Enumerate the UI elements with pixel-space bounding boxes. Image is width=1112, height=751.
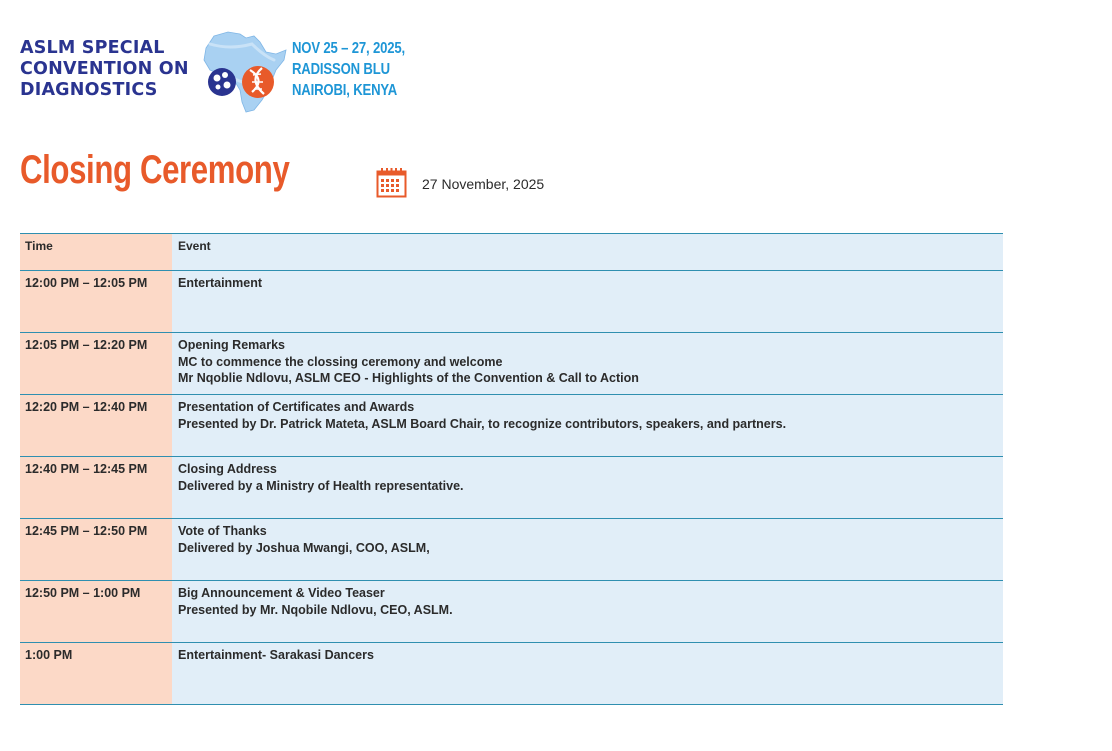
time-cell: 12:40 PM – 12:45 PM [20, 457, 172, 518]
organization-name [20, 38, 189, 101]
event-date: 27 November, 2025 [422, 176, 545, 192]
schedule-table [20, 233, 1003, 705]
table-row [20, 643, 1003, 705]
event-title: Entertainment [178, 276, 263, 290]
table-row [20, 519, 1003, 581]
org-name-line-3: DIAGNOSTICS [20, 80, 158, 100]
time-cell: 12:50 PM – 1:00 PM [20, 581, 172, 642]
table-row [20, 333, 1003, 395]
event-cell [172, 581, 1003, 642]
event-venue: RADISSON BLU [292, 61, 390, 78]
emblem-navy-circle [208, 68, 236, 96]
event-column-header: Event [172, 234, 1003, 270]
time-cell: 1:00 PM [20, 643, 172, 704]
time-cell: 12:00 PM – 12:05 PM [20, 271, 172, 332]
event-cell [172, 271, 1003, 332]
event-title: Vote of Thanks [178, 524, 267, 538]
event-title: Opening Remarks [178, 338, 285, 352]
event-info [292, 38, 405, 101]
event-cell [172, 395, 1003, 456]
table-row [20, 395, 1003, 457]
event-detail: Presented by Mr. Nqobile Ndlovu, CEO, ASLM. [178, 602, 453, 617]
table-row [20, 457, 1003, 519]
page-title: Closing Ceremony [20, 148, 290, 192]
event-dates: NOV 25 – 27, 2025, [292, 40, 406, 57]
time-column-header: Time [20, 234, 172, 270]
event-detail: Presented by Dr. Patrick Mateta, ASLM Board Chair, to recognize contributors, speakers, and partners. [178, 416, 787, 431]
event-title: Closing Address [178, 462, 277, 476]
time-cell: 12:05 PM – 12:20 PM [20, 333, 172, 394]
event-title: Big Announcement & Video Teaser [178, 586, 385, 600]
event-detail: MC to commence the clossing ceremony and welcome [178, 354, 503, 369]
calendar-icon [376, 167, 407, 198]
event-cell [172, 333, 1003, 394]
event-detail: Delivered by a Ministry of Health representative. [178, 478, 464, 493]
event-cell [172, 643, 1003, 704]
event-detail: Mr Nqoblie Ndlovu, ASLM CEO - Highlights of the Convention & Call to Action [178, 371, 639, 385]
table-header-row [20, 234, 1003, 271]
event-detail: Delivered by Joshua Mwangi, COO, ASLM, [178, 540, 430, 555]
time-cell: 12:45 PM – 12:50 PM [20, 519, 172, 580]
time-cell: 12:20 PM – 12:40 PM [20, 395, 172, 456]
africa-map-logo-icon [200, 30, 288, 114]
event-cell [172, 457, 1003, 518]
org-name-line-1: ASLM SPECIAL [20, 38, 165, 58]
event-title: Entertainment- Sarakasi Dancers [178, 648, 374, 662]
event-cell [172, 519, 1003, 580]
event-title: Presentation of Certificates and Awards [178, 400, 415, 414]
event-city: NAIROBI, KENYA [292, 82, 398, 99]
table-row [20, 271, 1003, 333]
org-name-line-2: CONVENTION ON [20, 59, 189, 79]
table-row [20, 581, 1003, 643]
